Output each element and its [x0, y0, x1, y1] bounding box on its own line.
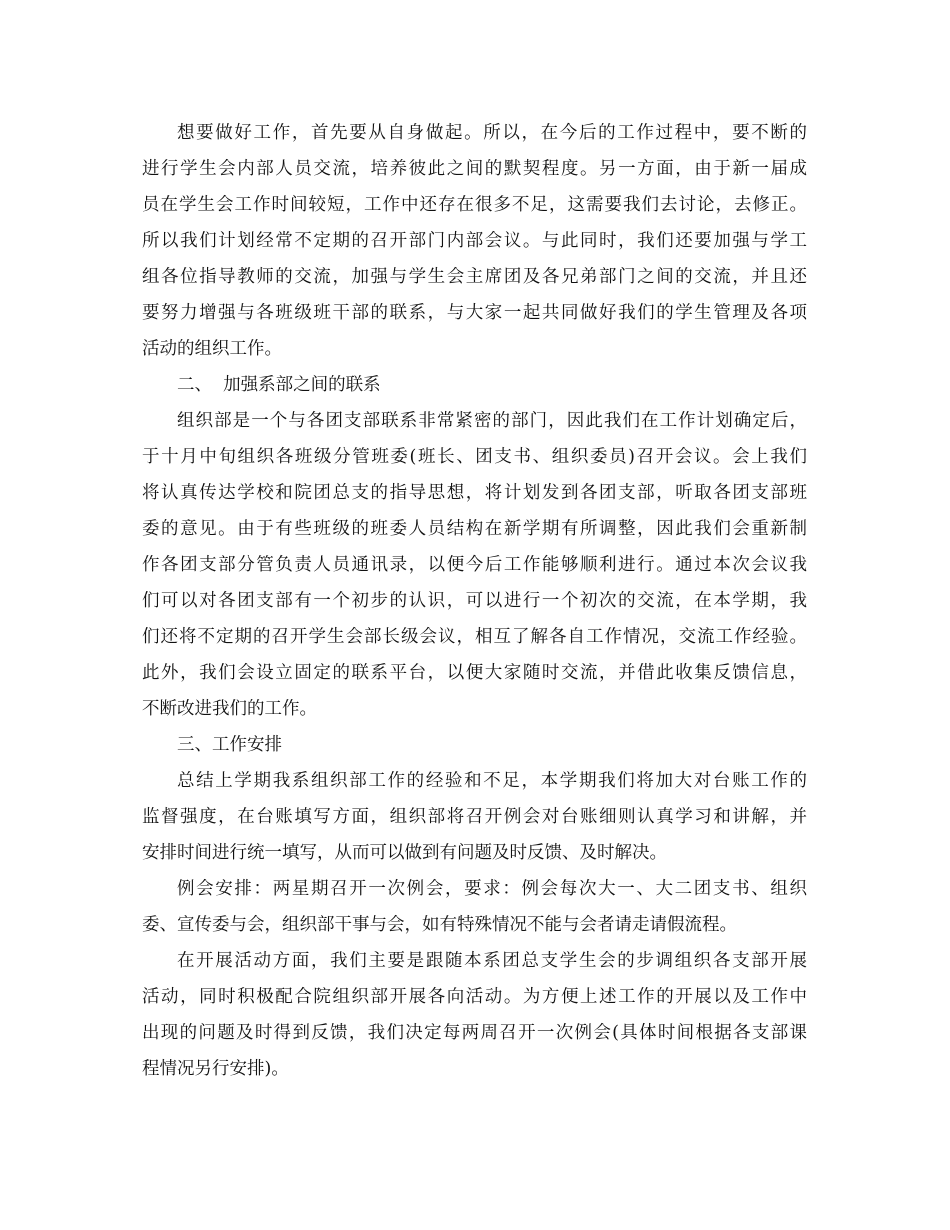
text-line: 进行学生会内部人员交流，培养彼此之间的默契程度。另一方面，由于新一届成 — [142, 159, 807, 179]
text-line: 员在学生会工作时间较短，工作中还存在很多不足，这需要我们去讨论，去修正。 — [142, 195, 807, 215]
text-line: 不断改进我们的工作。 — [142, 699, 317, 719]
text-line: 要努力增强与各班级班干部的联系，与大家一起共同做好我们的学生管理及各项 — [142, 303, 807, 323]
text-line: 在开展活动方面，我们主要是跟随本系团总支学生会的步调组织各支部开展 — [177, 951, 807, 971]
text-line: 于十月中旬组织各班级分管班委(班长、团支书、组织委员)召开会议。会上我们 — [142, 447, 807, 467]
paragraph-1 — [142, 115, 807, 367]
paragraph-2 — [142, 403, 807, 727]
text-line: 出现的问题及时得到反馈，我们决定每两周召开一次例会(具体时间根据各支部课 — [142, 1023, 807, 1043]
text-line: 想要做好工作，首先要从自身做起。所以，在今后的工作过程中，要不断的 — [177, 123, 807, 143]
paragraph-3 — [142, 763, 807, 871]
text-line: 组织部是一个与各团支部联系非常紧密的部门，因此我们在工作计划确定后， — [177, 411, 807, 431]
text-line: 安排时间进行统一填写，从而可以做到有问题及时反馈、及时解决。 — [142, 843, 667, 863]
text-line: 程情况另行安排)。 — [142, 1059, 289, 1079]
text-line: 委的意见。由于有些班级的班委人员结构在新学期有所调整，因此我们会重新制 — [142, 519, 807, 539]
text-line: 将认真传达学校和院团总支的指导思想，将计划发到各团支部，听取各团支部班 — [142, 483, 807, 503]
text-line: 总结上学期我系组织部工作的经验和不足，本学期我们将加大对台账工作的 — [177, 771, 807, 791]
text-line: 作各团支部分管负责人员通讯录，以便今后工作能够顺利进行。通过本次会议我 — [142, 555, 807, 575]
paragraph-5 — [142, 943, 807, 1087]
document-page — [142, 115, 807, 1087]
text-line: 所以我们计划经常不定期的召开部门内部会议。与此同时，我们还要加强与学工 — [142, 231, 807, 251]
text-line: 委、宣传委与会，组织部干事与会，如有特殊情况不能与会者请走请假流程。 — [142, 915, 737, 935]
text-line: 此外，我们会设立固定的联系平台，以便大家随时交流，并借此收集反馈信息， — [142, 663, 807, 683]
text-line: 活动，同时积极配合院组织部开展各向活动。为方便上述工作的开展以及工作中 — [142, 987, 807, 1007]
text-line: 活动的组织工作。 — [142, 339, 282, 359]
text-line: 们还将不定期的召开学生会部长级会议，相互了解各自工作情况，交流工作经验。 — [142, 627, 807, 647]
paragraph-4 — [142, 871, 807, 943]
section-heading-3: 三、工作安排 — [177, 735, 282, 755]
section-heading-2: 二、 加强系部之间的联系 — [177, 375, 381, 395]
text-line: 例会安排：两星期召开一次例会，要求：例会每次大一、大二团支书、组织 — [177, 879, 807, 899]
text-line: 们可以对各团支部有一个初步的认识，可以进行一个初次的交流，在本学期，我 — [142, 591, 807, 611]
text-line: 组各位指导教师的交流，加强与学生会主席团及各兄弟部门之间的交流，并且还 — [142, 267, 807, 287]
text-line: 监督强度，在台账填写方面，组织部将召开例会对台账细则认真学习和讲解，并 — [142, 807, 807, 827]
